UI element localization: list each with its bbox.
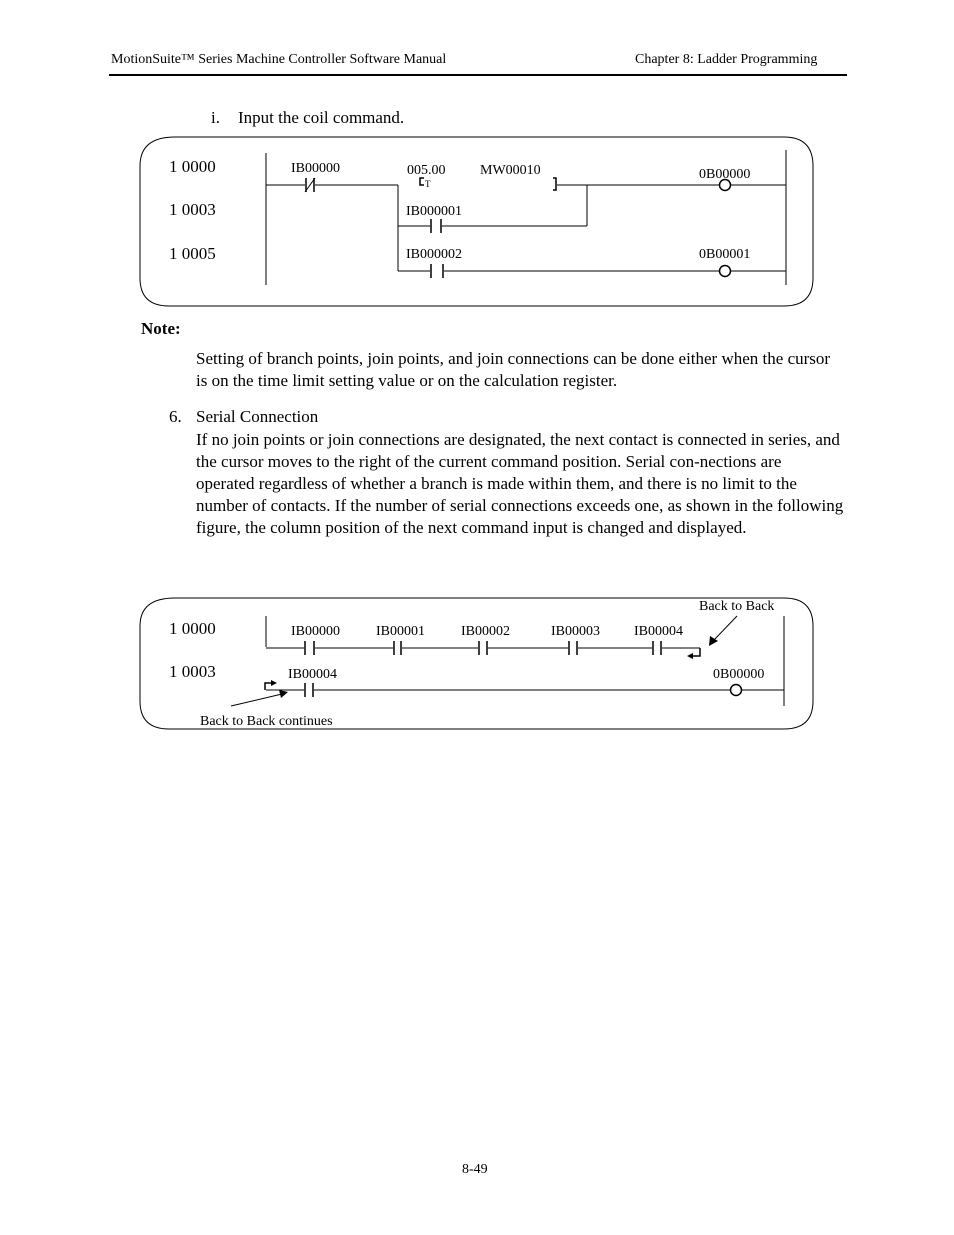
row-number: 1 0003 xyxy=(169,200,216,219)
contact-label: IB00003 xyxy=(551,624,600,639)
coil-label-0b00001: 0B00001 xyxy=(699,247,751,262)
contact-label: IB00001 xyxy=(376,624,425,639)
contact-label: IB00002 xyxy=(461,624,510,639)
coil-label-0b00000: 0B00000 xyxy=(699,167,751,182)
step-text: Input the coil command. xyxy=(238,108,405,127)
coil-0b00000 xyxy=(731,685,742,696)
note-text: Setting of branch points, join points, and join connections can be done either when the cursor is on the time limit setting value or on the calculation register. xyxy=(196,349,831,390)
row-number: 1 0000 xyxy=(169,619,216,638)
register-label-mw00010: MW00010 xyxy=(480,163,541,178)
section-number: 6. xyxy=(169,407,182,426)
timer-bracket-close xyxy=(553,178,556,190)
contact-label-continued: IB00004 xyxy=(288,667,337,682)
step-marker: i. xyxy=(211,108,220,127)
coil-label: 0B00000 xyxy=(713,667,765,682)
ladder-diagram-serial xyxy=(0,580,954,740)
row-number: 1 0000 xyxy=(169,157,216,176)
coil-0b00001 xyxy=(720,266,731,277)
section-title: Serial Connection xyxy=(196,407,319,426)
timer-bracket-open xyxy=(420,178,424,185)
diagram-frame xyxy=(140,137,813,306)
diagram-frame xyxy=(140,598,813,729)
section-body: If no join points or join connections are designated, the next contact is connected in series, and the cursor moves to the right of the current command position. Serial con-nections are operated regardless of whether a branch is made within them, and there is no limit to the number of contacts. If the number of serial connections exceeds one, as shown in the following figure, the column position of the next command input is changed and displayed. xyxy=(196,430,844,537)
contact-label: IB00000 xyxy=(291,624,340,639)
contact-label-ib000001: IB000001 xyxy=(406,204,462,219)
note-label: Note: xyxy=(141,319,181,338)
row-number: 1 0003 xyxy=(169,662,216,681)
back-to-back-label: Back to Back xyxy=(699,599,775,614)
timer-value: 005.00 xyxy=(407,163,446,178)
row-number: 1 0005 xyxy=(169,244,216,263)
back-to-back-pointer xyxy=(714,616,737,640)
back-to-back-continues-label: Back to Back continues xyxy=(200,714,333,729)
contact-label: IB00004 xyxy=(634,624,683,639)
back-to-back-continues-pointer xyxy=(231,694,282,706)
timer-type: T xyxy=(425,179,431,189)
contact-label-ib000002: IB000002 xyxy=(406,247,462,262)
page-number: 8-49 xyxy=(462,1162,488,1177)
contact-label-ib00000: IB00000 xyxy=(291,161,340,176)
ladder-diagram-coil xyxy=(0,0,954,320)
manual-title: MotionSuite™ Series Machine Controller Software Manual xyxy=(111,52,447,67)
chapter-title: Chapter 8: Ladder Programming xyxy=(635,52,818,67)
